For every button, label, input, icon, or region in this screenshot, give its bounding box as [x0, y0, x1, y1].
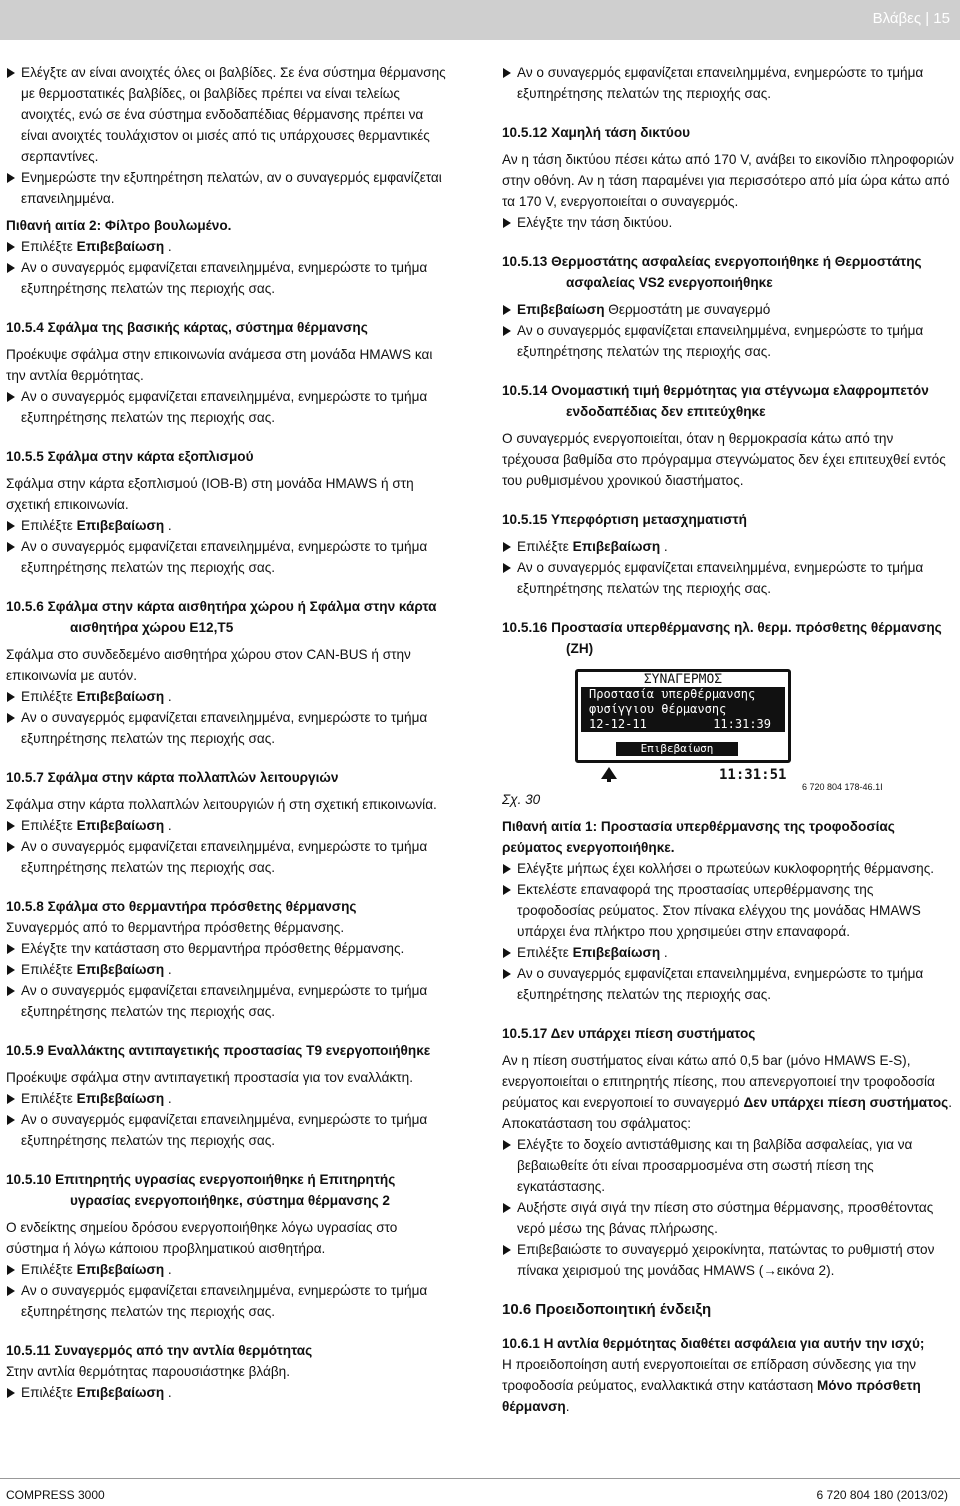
cause-1-heading: Πιθανή αιτία 1: Προστασία υπερθέρμανσης της τροφοδοσίας ρεύματος ενεργοποιήθηκε. — [502, 819, 895, 855]
bullet-repeat: Αν ο συναγερμός εμφανίζεται επανειλημμένα, ενημερώστε το τμήμα εξυπηρέτησης πελατών της περιοχής σας. — [6, 836, 446, 878]
triangle-bullet-icon — [7, 68, 15, 78]
section-10-6-title: 10.6 Προειδοποιητική ένδειξη — [502, 1301, 712, 1318]
left-column — [6, 62, 446, 1403]
lcd-date: 12-12-11 — [589, 717, 647, 731]
bullet-select-confirm: Επιλέξτε Επιβεβαίωση . — [6, 236, 446, 257]
triangle-bullet-icon — [503, 68, 511, 78]
triangle-bullet-icon — [503, 326, 511, 336]
section-10-5-10-title: 10.5.10 Επιτηρητής υγρασίας ενεργοποιήθηκε ή Επιτηρητής υγρασίας ενεργοποιήθηκε, σύστημα θέρμανσης 2 — [6, 1172, 396, 1208]
triangle-bullet-icon — [7, 965, 15, 975]
bullet-check-heater: Ελέγξτε την κατάσταση στο θερμαντήρα πρόσθετης θέρμανσης. — [6, 938, 446, 959]
bullet-check-expansion-vessel: Ελέγξτε το δοχείο αντιστάθμισης και τη βαλβίδα ασφαλείας, για να βεβαιωθείτε ότι είναι προσαρμοσμένα στη σωστή πίεση της εγκατάστασης. — [502, 1134, 954, 1197]
section-10-5-16-title: 10.5.16 Προστασία υπερθέρμανσης ηλ. θερμ. πρόσθετης θέρμανσης (ZH) — [502, 620, 942, 656]
section-10-5-7-text: Σφάλμα στην κάρτα πολλαπλών λειτουργιών ή στη σχετική επικοινωνία. — [6, 797, 437, 812]
bullet-select-confirm: Επιλέξτε Επιβεβαίωση . — [6, 1259, 446, 1280]
bullet-increase-pressure: Αυξήστε σιγά σιγά την πίεση στο σύστημα θέρμανσης, προσθέτοντας νερό μέσω της βάνας πλήρωσης. — [502, 1197, 954, 1239]
figure-code: 6 720 804 178-46.1I — [802, 782, 883, 792]
section-10-5-10-text: Ο ενδείκτης σημείου δρόσου ενεργοποιήθηκε λόγω υγρασίας στο σύστημα ή λόγω κάποιου προβληματικού αισθητήρα. — [6, 1220, 398, 1256]
section-10-5-11-text: Στην αντλία θερμότητας παρουσιάστηκε βλάβη. — [6, 1364, 291, 1379]
triangle-bullet-icon — [503, 1140, 511, 1150]
section-10-5-8-text: Συναγερμός από το θερμαντήρα πρόσθετης θέρμανσης. — [6, 920, 345, 935]
bullet-repeat: Αν ο συναγερμός εμφανίζεται επανειλημμένα, ενημερώστε το τμήμα εξυπηρέτησης πελατών της περιοχής σας. — [502, 963, 954, 1005]
bullet-repeat: Αν ο συναγερμός εμφανίζεται επανειλημμένα, ενημερώστε το τμήμα εξυπηρέτησης πελατών της περιοχής σας. — [502, 320, 954, 362]
section-10-5-14-title: 10.5.14 Ονομαστική τιμή θερμότητας για στέγνωμα ελαφρομπετόν ενδοδαπέδιας δεν επιτεύχθηκε — [502, 383, 929, 419]
triangle-bullet-icon — [7, 1388, 15, 1398]
bullet-select-confirm: Επιλέξτε Επιβεβαίωση . — [502, 942, 954, 963]
triangle-bullet-icon — [503, 969, 511, 979]
triangle-bullet-icon — [7, 542, 15, 552]
lcd-screen — [575, 669, 791, 763]
footer-product: COMPRESS 3000 — [6, 1488, 105, 1502]
triangle-bullet-icon — [7, 1115, 15, 1125]
bullet-check-voltage: Ελέγξτε την τάση δικτύου. — [502, 212, 954, 233]
section-10-5-8-title: 10.5.8 Σφάλμα στο θερμαντήρα πρόσθετης θέρμανσης — [6, 899, 357, 914]
right-column — [502, 62, 954, 1417]
triangle-bullet-icon — [7, 842, 15, 852]
section-10-5-4-text: Προέκυψε σφάλμα στην επικοινωνία ανάμεσα στη μονάδα HMAWS και την αντλία θερμότητας. — [6, 347, 433, 383]
bullet-reset-protection: Εκτελέστε επαναφορά της προστασίας υπερθέρμανσης της τροφοδοσίας ρεύματος. Στον πίνακα ελέγχου της μονάδας HMAWS υπάρχει ένα πλήκτρο που χρησιμεύει στην επαναφορά. — [502, 879, 954, 942]
bullet-repeat: Αν ο συναγερμός εμφανίζεται επανειλημμένα, ενημερώστε το τμήμα εξυπηρέτησης πελατών της περιοχής σας. — [502, 557, 954, 599]
triangle-bullet-icon — [7, 1286, 15, 1296]
page-footer — [0, 1478, 960, 1506]
bell-icon — [601, 767, 617, 779]
section-10-5-4-title: 10.5.4 Σφάλμα της βασικής κάρτας, σύστημα θέρμανσης — [6, 320, 368, 335]
bullet-repeat: Αν ο συναγερμός εμφανίζεται επανειλημμένα, ενημερώστε το τμήμα εξυπηρέτησης πελατών της περιοχής σας. — [6, 980, 446, 1022]
bullet-repeat: Αν ο συναγερμός εμφανίζεται επανειλημμένα, ενημερώστε το τμήμα εξυπηρέτησης πελατών της περιοχής σας. — [6, 386, 446, 428]
bullet-select-confirm: Επιλέξτε Επιβεβαίωση . — [6, 959, 446, 980]
triangle-bullet-icon — [7, 821, 15, 831]
bullet-repeat: Αν ο συναγερμός εμφανίζεται επανειλημμένα, ενημερώστε το τμήμα εξυπηρέτησης πελατών της περιοχής σας. — [6, 1109, 446, 1151]
lcd-time: 11:31:39 — [713, 717, 771, 731]
bullet-repeat: Αν ο συναγερμός εμφανίζεται επανειλημμένα, ενημερώστε το τμήμα εξυπηρέτησης πελατών της περιοχής σας. — [502, 62, 954, 104]
triangle-bullet-icon — [7, 263, 15, 273]
bullet-repeat: Αν ο συναγερμός εμφανίζεται επανειλημμένα, ενημερώστε το τμήμα εξυπηρέτησης πελατών της περιοχής σας. — [6, 707, 446, 749]
bullet-select-confirm: Επιλέξτε Επιβεβαίωση . — [6, 1382, 446, 1403]
figure-caption: Σχ. 30 — [502, 792, 541, 807]
triangle-bullet-icon — [7, 242, 15, 252]
section-10-5-15-title: 10.5.15 Υπερφόρτιση μετασχηματιστή — [502, 512, 747, 527]
triangle-bullet-icon — [503, 1203, 511, 1213]
triangle-bullet-icon — [7, 713, 15, 723]
triangle-bullet-icon — [7, 986, 15, 996]
bullet-select-confirm: Επιλέξτε Επιβεβαίωση . — [6, 1088, 446, 1109]
section-10-5-13-title: 10.5.13 Θερμοστάτης ασφαλείας ενεργοποιήθηκε ή Θερμοστάτης ασφαλείας VS2 ενεργοποιήθηκε — [502, 254, 922, 290]
bullet-select-confirm: Επιλέξτε Επιβεβαίωση . — [6, 686, 446, 707]
bullet-repeat: Αν ο συναγερμός εμφανίζεται επανειλημμένα, ενημερώστε το τμήμα εξυπηρέτησης πελατών της περιοχής σας. — [6, 536, 446, 578]
section-10-6-1-text: Η προειδοποίηση αυτή ενεργοποιείται σε επίδραση σύνδεσης για την τροφοδοσία ρεύματος, εναλλακτικά στην κατάσταση Μόνο πρόσθετη θέρμανση. — [502, 1357, 921, 1414]
triangle-bullet-icon — [503, 542, 511, 552]
triangle-bullet-icon — [503, 864, 511, 874]
bullet-inform-service: Ενημερώστε την εξυπηρέτηση πελατών, αν ο συναγερμός εμφανίζεται επανειλημμένα. — [6, 167, 446, 209]
triangle-bullet-icon — [7, 1265, 15, 1275]
bullet-confirm-thermostat: Επιβεβαίωση Θερμοστάτη με συναγερμό — [502, 299, 954, 320]
alarm-display-figure — [502, 669, 954, 792]
triangle-bullet-icon — [7, 1094, 15, 1104]
lcd-confirm-button: Επιβεβαίωση — [616, 742, 738, 756]
section-10-5-17-title: 10.5.17 Δεν υπάρχει πίεση συστήματος — [502, 1026, 756, 1041]
triangle-bullet-icon — [7, 944, 15, 954]
triangle-bullet-icon — [503, 1245, 511, 1255]
header-bar — [0, 0, 960, 40]
bullet-select-confirm: Επιλέξτε Επιβεβαίωση . — [6, 815, 446, 836]
section-10-5-5-text: Σφάλμα στην κάρτα εξοπλισμού (IOB-B) στη μονάδα HMAWS ή στη σχετική επικοινωνία. — [6, 476, 414, 512]
bullet-check-pump: Ελέγξτε μήπως έχει κολλήσει ο πρωτεύων κυκλοφορητής θέρμανσης. — [502, 858, 954, 879]
bullet-repeat: Αν ο συναγερμός εμφανίζεται επανειλημμένα, ενημερώστε το τμήμα εξυπηρέτησης πελατών της περιοχής σας. — [6, 257, 446, 299]
section-10-5-14-text: Ο συναγερμός ενεργοποιείται, όταν η θερμοκρασία κάτω από την τρέχουσα βαθμίδα στο πρόγραμμα στεγνώματος δεν έχει επιτευχθεί εντός του ρυθμισμένου χρονικού διαστήματος. — [502, 431, 946, 488]
section-10-5-12-title: 10.5.12 Χαμηλή τάση δικτύου — [502, 125, 691, 140]
triangle-bullet-icon — [7, 521, 15, 531]
triangle-bullet-icon — [503, 885, 511, 895]
triangle-bullet-icon — [7, 173, 15, 183]
section-10-5-17-text: Αν η πίεση συστήματος είναι κάτω από 0,5 bar (μόνο HMAWS E-S), ενεργοποιείται ο επιτηρητής πίεσης, που απενεργοποιεί την τροφοδοσία ρεύματος και ενεργοποιεί το συναγερμό Δεν υπάρχει πίεση συστήματος. Αποκατάσταση του σφάλματος: — [502, 1053, 952, 1131]
section-10-5-9-text: Προέκυψε σφάλμα στην αντιπαγετική προστασία για τον εναλλάκτη. — [6, 1070, 413, 1085]
section-10-5-9-title: 10.5.9 Εναλλάκτης αντιπαγετικής προστασίας T9 ενεργοποιήθηκε — [6, 1043, 431, 1058]
lcd-line-2: φυσίγγιου θέρμανσης — [581, 702, 785, 717]
bullet-check-valves: Ελέγξτε αν είναι ανοιχτές όλες οι βαλβίδες. Σε ένα σύστημα θέρμανσης με θερμοστατικές βαλβίδες, οι βαλβίδες πρέπει να είναι τελείως ανοιχτές, ενώ σε ένα σύστημα ενδοδαπέδιας θέρμανσης πρέπει να είναι ανοιχτές τουλάχιστον οι μισές από τις υπάρχουσες θερμαντικές σερπαντίνες. — [6, 62, 446, 167]
lcd-title: ΣΥΝΑΓΕΡΜΟΣ — [643, 672, 723, 687]
page-label: Βλάβες | 15 — [872, 10, 950, 27]
footer-doc-number: 6 720 804 180 (2013/02) — [816, 1488, 948, 1502]
bullet-repeat: Αν ο συναγερμός εμφανίζεται επανειλημμένα, ενημερώστε το τμήμα εξυπηρέτησης πελατών της περιοχής σας. — [6, 1280, 446, 1322]
lcd-datetime-row — [581, 717, 785, 732]
triangle-bullet-icon — [503, 218, 511, 228]
triangle-bullet-icon — [503, 563, 511, 573]
cause-2-heading: Πιθανή αιτία 2: Φίλτρο βουλωμένο. — [6, 218, 232, 233]
section-10-5-6-text: Σφάλμα στο συνδεδεμένο αισθητήρα χώρου στον CAN-BUS ή στην επικοινωνία με αυτόν. — [6, 647, 411, 683]
bullet-select-confirm: Επιλέξτε Επιβεβαίωση . — [6, 515, 446, 536]
section-10-6-1-title: 10.6.1 Η αντλία θερμότητας διαθέτει ασφάλεια για αυτήν την ισχύ; — [502, 1336, 925, 1351]
triangle-bullet-icon — [7, 392, 15, 402]
triangle-bullet-icon — [503, 305, 511, 315]
bullet-confirm-manually: Επιβεβαιώστε το συναγερμό χειροκίνητα, πατώντας το ρυθμιστή στον πίνακα χειρισμού της μονάδας HMAWS (→εικόνα 2). — [502, 1239, 954, 1281]
triangle-bullet-icon — [7, 692, 15, 702]
section-10-5-11-title: 10.5.11 Συναγερμός από την αντλία θερμότητας — [6, 1343, 313, 1358]
section-10-5-6-title: 10.5.6 Σφάλμα στην κάρτα αισθητήρα χώρου ή Σφάλμα στην κάρτα αισθητήρα χώρου E12,T5 — [6, 599, 437, 635]
lcd-clock: 11:31:51 — [719, 767, 787, 783]
triangle-bullet-icon — [503, 948, 511, 958]
bullet-select-confirm: Επιλέξτε Επιβεβαίωση . — [502, 536, 954, 557]
section-10-5-7-title: 10.5.7 Σφάλμα στην κάρτα πολλαπλών λειτουργιών — [6, 770, 339, 785]
section-10-5-5-title: 10.5.5 Σφάλμα στην κάρτα εξοπλισμού — [6, 449, 254, 464]
lcd-line-1: Προστασία υπερθέρμανσης — [581, 687, 785, 702]
section-10-5-12-text: Αν η τάση δικτύου πέσει κάτω από 170 V, ανάβει το εικονίδιο πληροφοριών στην οθόνη. Αν η τάση παραμένει για περισσότερο από μία ώρα κάτω από τα 170 V, ενεργοποιείται ο συναγερμός. — [502, 152, 954, 209]
